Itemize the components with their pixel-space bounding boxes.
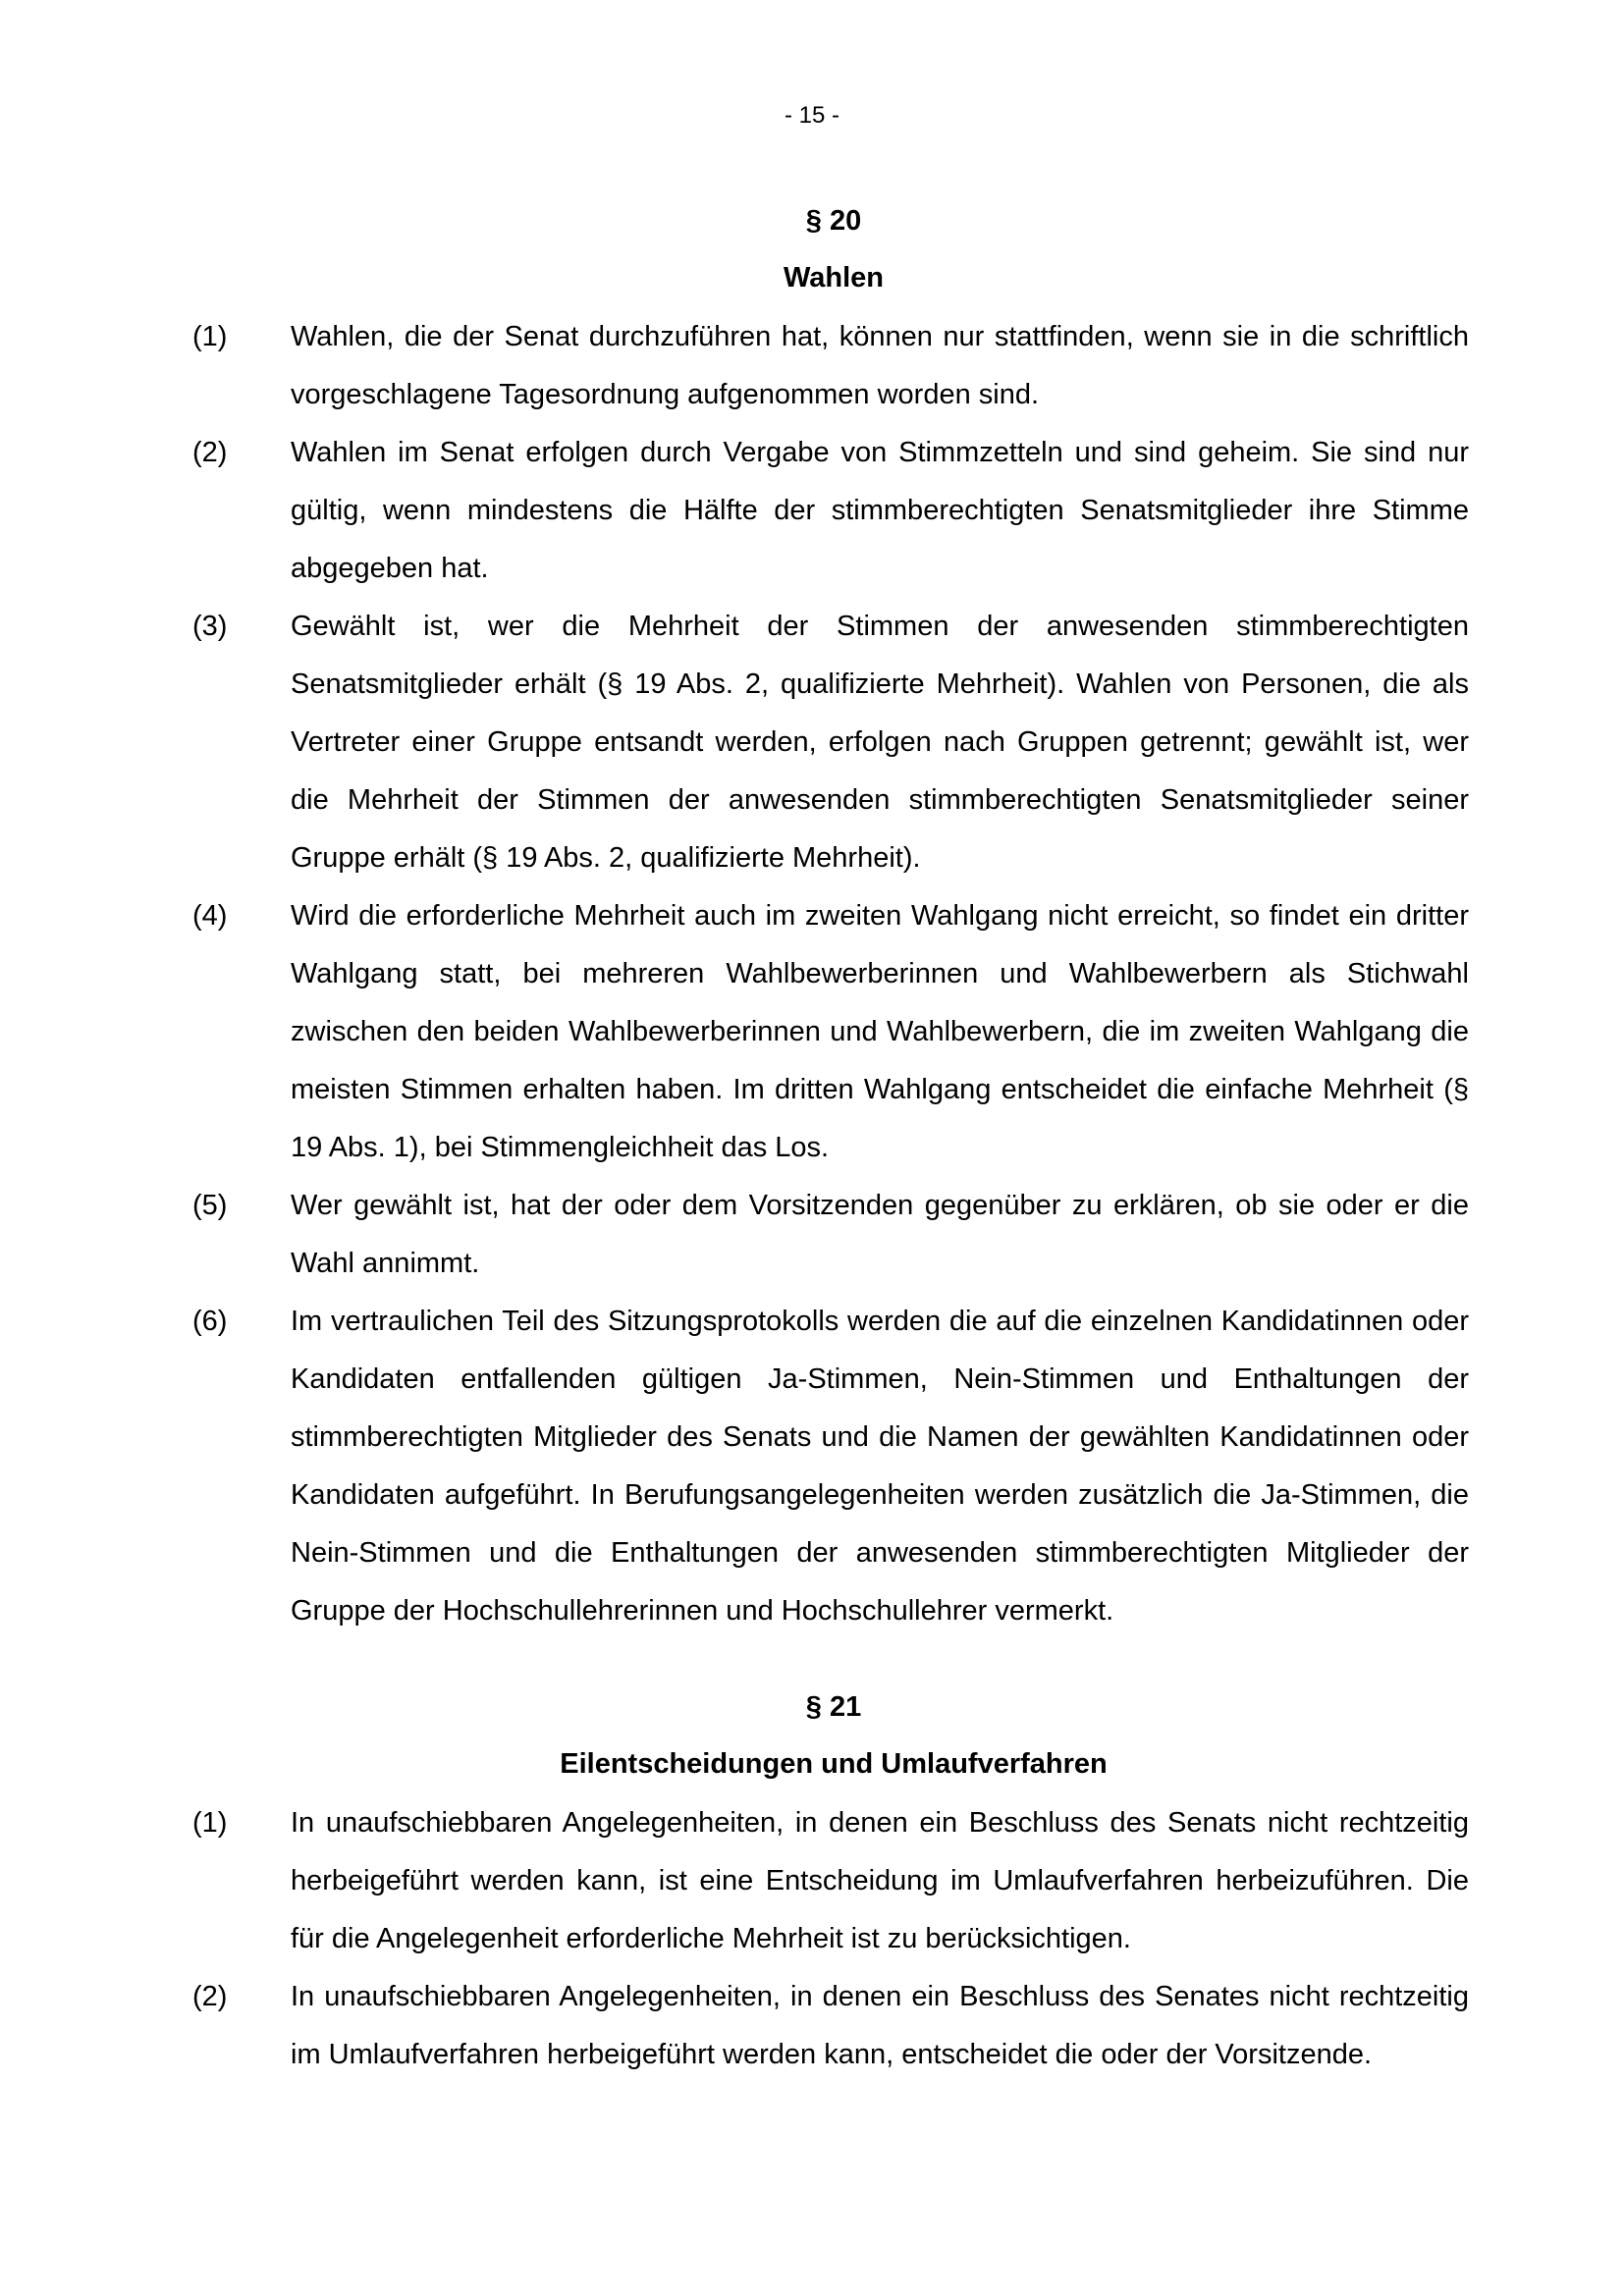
paragraph-number: (1)	[192, 1807, 228, 1839]
section-number: § 20	[805, 205, 862, 237]
paragraph-number: (3)	[192, 611, 228, 642]
paragraph-text: Wahlen im Senat erfolgen durch Vergabe von Stimmzetteln und sind geheim. Sie sind nur gültig, wenn mindestens die Hälfte der stimmberechtigten Senatsmitglieder ihre Stimme abgegeben hat.	[291, 437, 1469, 584]
paragraph-number: (1)	[192, 321, 228, 352]
paragraph	[0, 1293, 1469, 1640]
section-title: Wahlen	[783, 262, 885, 294]
paragraph-number: (2)	[192, 437, 228, 468]
paragraph-list	[0, 1794, 1624, 2084]
section-number: § 21	[805, 1691, 862, 1723]
paragraph-text: Wird die erforderliche Mehrheit auch im zweiten Wahlgang nicht erreicht, so findet ein dritter Wahlgang statt, bei mehreren Wahlbewerberinnen und Wahlbewerbern als Stichwahl zwischen den beiden Wahlbewerberinnen und Wahlbewerbern, die im zweiten Wahlgang die meisten Stimmen erhalten haben. Im dritten Wahlgang entscheidet die einfache Mehrheit (§ 19 Abs. 1), bei Stimmengleichheit das Los.	[291, 900, 1469, 1163]
page-number: - 15 -	[784, 102, 839, 129]
paragraph-number: (6)	[192, 1306, 228, 1337]
paragraph-number: (2)	[192, 1981, 228, 2012]
paragraph-text: Im vertraulichen Teil des Sitzungsprotokolls werden die auf die einzelnen Kandidatinnen oder Kandidaten entfallenden gültigen Ja-Stimmen, Nein-Stimmen und Enthaltungen der stimmberechtigten Mitglieder des Senats und die Namen der gewählten Kandidatinnen oder Kandidaten aufgeführt. In Berufungsangelegenheiten werden zusätzlich die Ja-Stimmen, die Nein-Stimmen und die Enthaltungen der anwesenden stimmberechtigten Mitglieder der Gruppe der Hochschullehrerinnen und Hochschullehrer vermerkt.	[291, 1306, 1469, 1627]
paragraph	[0, 598, 1469, 887]
paragraph-text: Wahlen, die der Senat durchzuführen hat, können nur stattfinden, wenn sie in die schriftlich vorgeschlagene Tagesordnung aufgenommen worden sind.	[291, 321, 1469, 410]
paragraph-list	[0, 308, 1624, 1640]
paragraph	[0, 308, 1469, 424]
paragraph	[0, 1794, 1469, 1968]
paragraph-text: Gewählt ist, wer die Mehrheit der Stimmen der anwesenden stimmberechtigten Senatsmitglieder erhält (§ 19 Abs. 2, qualifizierte Mehrheit). Wahlen von Personen, die als Vertreter einer Gruppe entsandt werden, erfolgen nach Gruppen getrennt; gewählt ist, wer die Mehrheit der Stimmen der anwesenden stimmberechtigten Senatsmitglieder seiner Gruppe erhält (§ 19 Abs. 2, qualifizierte Mehrheit).	[291, 611, 1469, 874]
paragraph-number: (5)	[192, 1190, 228, 1221]
paragraph-number: (4)	[192, 900, 228, 932]
paragraph	[0, 424, 1469, 598]
paragraph-text: In unaufschiebbaren Angelegenheiten, in denen ein Beschluss des Senats nicht rechtzeitig herbeigeführt werden kann, ist eine Entscheidung im Umlaufverfahren herbeizuführen. Die für die Angelegenheit erforderliche Mehrheit ist zu berücksichtigen.	[291, 1807, 1469, 1954]
section-21	[0, 1679, 1624, 2084]
section-20	[0, 192, 1624, 1640]
paragraph	[0, 1968, 1469, 2084]
section-title: Eilentscheidungen und Umlaufverfahren	[560, 1748, 1108, 1780]
paragraph	[0, 887, 1469, 1177]
paragraph	[0, 1177, 1469, 1293]
paragraph-text: Wer gewählt ist, hat der oder dem Vorsitzenden gegenüber zu erklären, ob sie oder er die Wahl annimmt.	[291, 1190, 1469, 1279]
paragraph-text: In unaufschiebbaren Angelegenheiten, in denen ein Beschluss des Senates nicht rechtzeitig im Umlaufverfahren herbeigeführt werden kann, entscheidet die oder der Vorsitzende.	[291, 1981, 1469, 2070]
